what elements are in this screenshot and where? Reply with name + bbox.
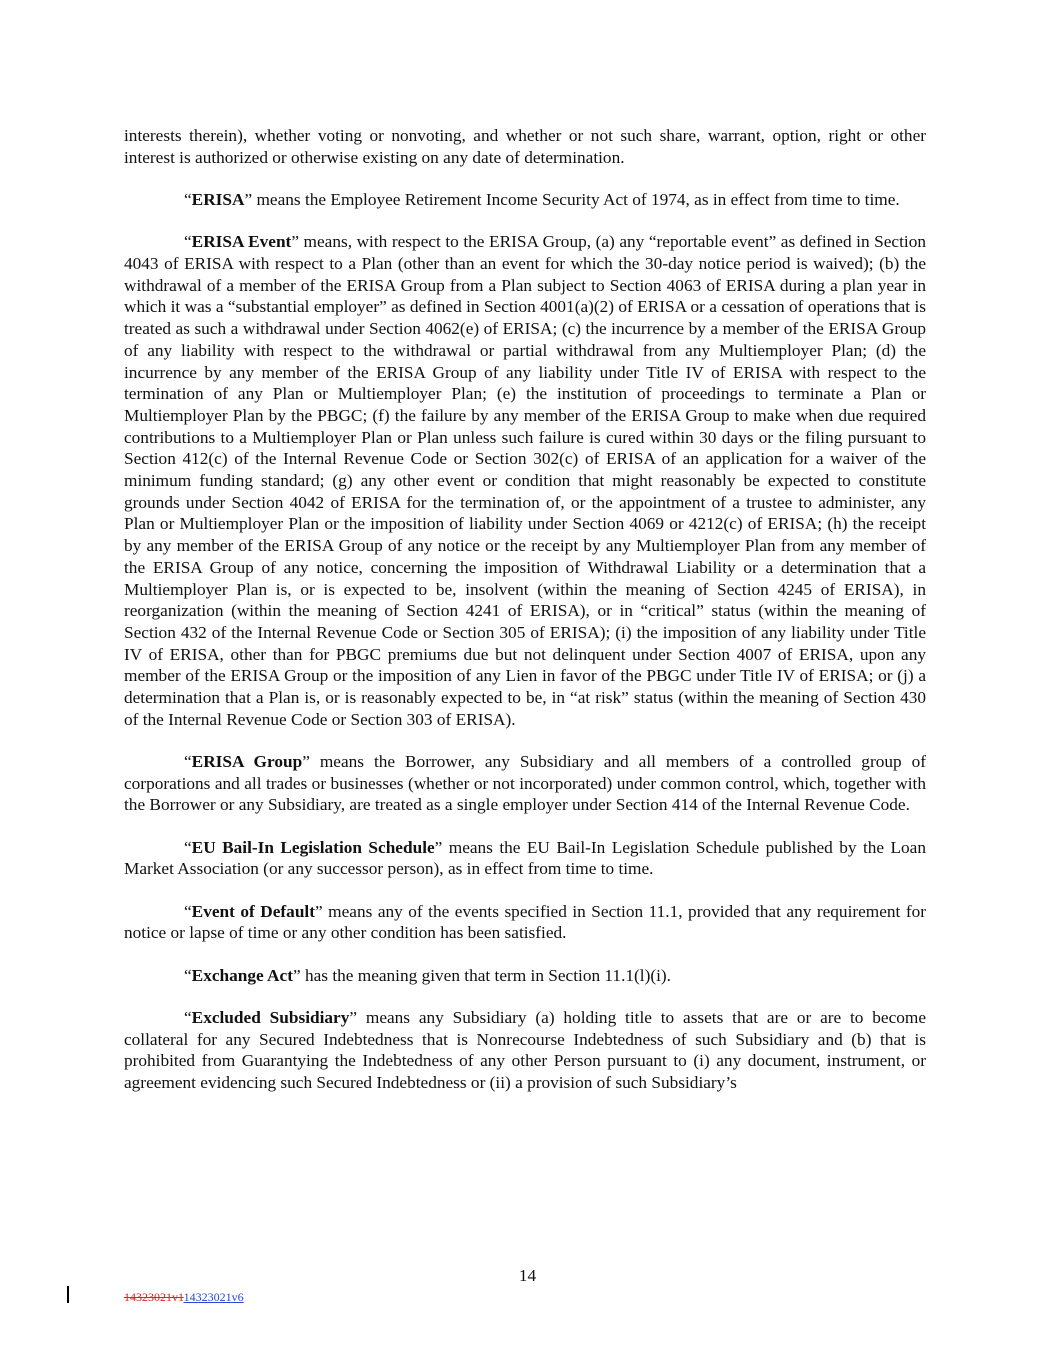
page-number: 14 [518,1266,537,1285]
open-quote: “ [184,901,192,921]
close-quote: ” [315,901,323,921]
open-quote: “ [184,232,192,252]
close-quote: ” [434,837,443,857]
definition-text: means any of the events specified in Section 11.1, provided that any requirement for notice or lapse of time or any other condition has been satisfied. [124,901,926,943]
document-body [124,125,926,1114]
close-quote: ” [292,965,301,985]
open-quote: “ [184,190,192,209]
definition-excluded-subsidiary [124,1007,926,1094]
definition-eu-bail-in-legislation-schedule [124,837,926,880]
document-id [124,1290,244,1305]
defined-term: Excluded Subsidiary [191,1008,350,1028]
open-quote: “ [184,965,192,985]
close-quote: ” [291,232,299,252]
definition-text: means the Employee Retirement Income Security Act of 1974, as in effect from time to time. [252,190,900,209]
definition-exchange-act [124,965,926,987]
continuation-paragraph [124,125,926,168]
close-quote: ” [302,752,310,772]
definition-text: means the Borrower, any Subsidiary and all members of a controlled group of corporations and all trades or businesses (whether or not incorporated) under common control, which, together with the Borrower or any Subsidiary, are treated as a single employer under Section 414 of the Internal Revenue Code. [124,752,926,815]
paragraph-text: interests therein), whether voting or nonvoting, and whether or not such share, warrant, option, right or other interest is authorized or otherwise existing on any date of determination. [124,126,926,167]
close-quote: ” [349,1008,358,1028]
definition-text: means the EU Bail-In Legislation Schedule published by the Loan Market Association (or any successor person), as in effect from time to time. [124,837,926,879]
defined-term: ERISA Event [191,232,292,252]
open-quote: “ [184,837,192,857]
open-quote: “ [184,1008,192,1028]
inserted-document-id: 14323021v6 [183,1290,244,1304]
definition-erisa-group [124,751,926,816]
defined-term: EU Bail-In Legislation Schedule [191,837,435,857]
revision-change-bar [67,1286,69,1303]
defined-term: ERISA Group [191,752,303,772]
definition-event-of-default [124,901,926,944]
definition-text: has the meaning given that term in Section 11.1(l)(i). [300,965,671,985]
definition-erisa [124,189,926,211]
definition-text: means any Subsidiary (a) holding title to assets that are or are to become collateral for any Secured Indebtedness that is Nonrecourse Indebtedness of such Subsidiary and (b) that is prohibited from Guarantying the Indebtedness of any other Person pursuant to (i) any document, instrument, or agreement evidencing such Secured Indebtedness or (ii) a provision of such Subsidiary’s [124,1008,926,1093]
close-quote: ” [244,190,253,209]
defined-term: Exchange Act [191,965,293,985]
definition-erisa-event [124,231,926,730]
deleted-document-id: 14323021v1 [124,1290,184,1304]
open-quote: “ [184,752,192,772]
defined-term: ERISA [191,190,245,209]
defined-term: Event of Default [191,901,315,921]
definition-text: means, with respect to the ERISA Group, (a) any “reportable event” as defined in Section 4043 of ERISA with respect to a Plan (other than an event for which the 30-day notice period is waived); (b) the withdrawal of a member of the ERISA Group from a Plan subject to Section 4063 of ERISA during a plan year in which it was a “substantial employer” as defined in Section 4001(a)(2) of ERISA or a cessation of operations that is treated as such a withdrawal under Section 4062(e) of ERISA; (c) the incurrence by a member of the ERISA Group of any liability with respect to the withdrawal or partial withdrawal from any Multiemployer Plan; (d) the incurrence by any member of the ERISA Group of any liability under Title IV of ERISA with respect to the termination of any Plan or Multiemployer Plan; (e) the institution of proceedings to terminate a Plan or Multiemployer Plan by the PBGC; (f) the failure by any member of the ERISA Group to make when due required contributions to a Multiemployer Plan or Plan unless such failure is cured within 30 days or the filing pursuant to Section 412(c) of the Internal Revenue Code or Section 302(c) of ERISA of an application for a waiver of the minimum funding standard; (g) any other event or condition that might reasonably be expected to constitute grounds under Section 4042 of ERISA for the termination of, or the appointment of a trustee to administer, any Plan or Multiemployer Plan or the imposition of liability under Section 4069 or 4212(c) of ERISA; (h) the receipt by any member of the ERISA Group of any notice or the receipt by any Multiemployer Plan from any member of the ERISA Group of any notice, concerning the imposition of Withdrawal Liability or a determination that a Multiemployer Plan is, or is expected to be, insolvent (within the meaning of Section 4245 of ERISA), in reorganization (within the meaning of Section 4241 of ERISA), or in “critical” status (within the meaning of Section 432 of the Internal Revenue Code or Section 305 of ERISA); (i) the imposition of any liability under Title IV of ERISA, other than for PBGC premiums due but not delinquent under Section 4007 of ERISA, upon any member of the ERISA Group or the imposition of any Lien in favor of the PBGC under Title IV of ERISA; or (j) a determination that a Plan is, or is reasonably expected to be, in “at risk” status (within the meaning of Section 430 of the Internal Revenue Code or Section 303 of ERISA). [124,232,926,729]
